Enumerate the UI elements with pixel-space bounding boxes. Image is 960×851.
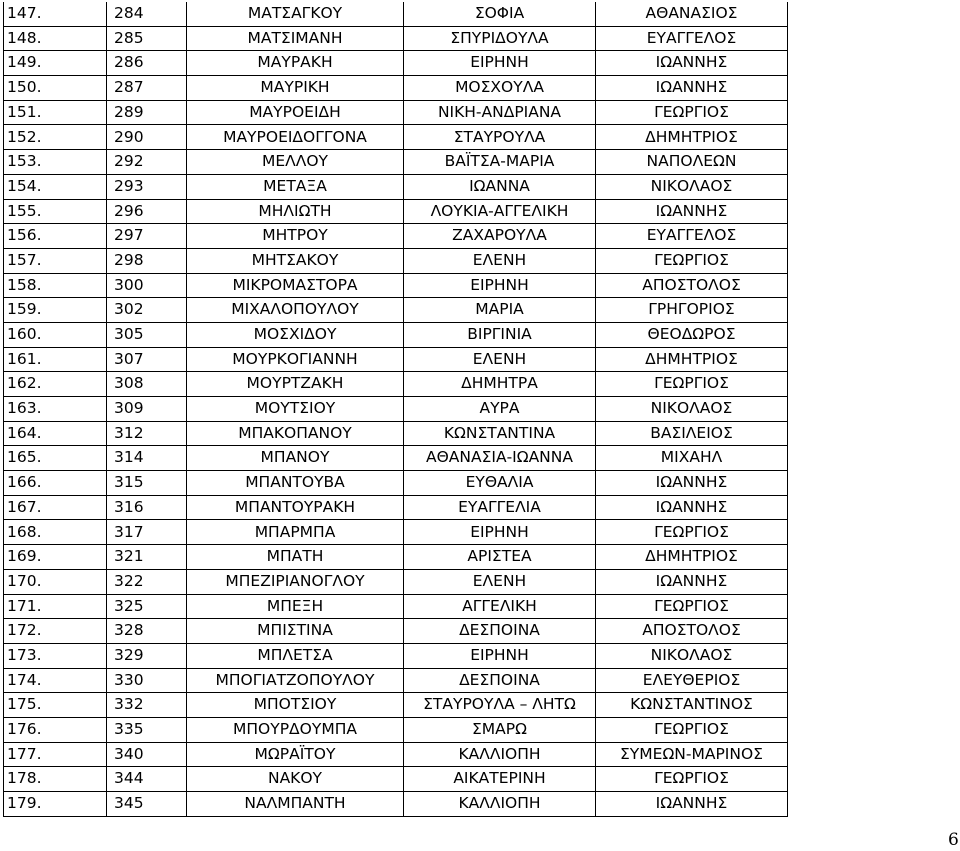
first-name-cell: ΕΙΡΗΝΗ — [404, 51, 596, 76]
table-row — [4, 495, 788, 520]
father-name-cell: ΓΕΩΡΓΙΟΣ — [596, 100, 788, 125]
father-name-cell: ΙΩΑΝΝΗΣ — [596, 51, 788, 76]
surname-cell: ΜΑΥΡΟΕΙΔΟΓΓΟΝΑ — [187, 125, 404, 150]
registry-number-cell: 307 — [107, 347, 187, 372]
father-name-cell: ΕΛΕΥΘΕΡΙΟΣ — [596, 668, 788, 693]
surname-cell: ΜΠΑΝΟΥ — [187, 446, 404, 471]
surname-cell: ΜΗΛΙΩΤΗ — [187, 199, 404, 224]
father-name-cell: ΔΗΜΗΤΡΙΟΣ — [596, 545, 788, 570]
registry-number-cell: 315 — [107, 471, 187, 496]
row-index-cell: 149. — [4, 51, 107, 76]
father-name-cell: ΓΕΩΡΓΙΟΣ — [596, 372, 788, 397]
registry-number-cell: 314 — [107, 446, 187, 471]
father-name-cell: ΓΡΗΓΟΡΙΟΣ — [596, 298, 788, 323]
registry-number-cell: 308 — [107, 372, 187, 397]
first-name-cell: ΕΙΡΗΝΗ — [404, 273, 596, 298]
row-index-cell: 154. — [4, 174, 107, 199]
registry-number-cell: 345 — [107, 792, 187, 817]
first-name-cell: ΛΟΥΚΙΑ-ΑΓΓΕΛΙΚΗ — [404, 199, 596, 224]
registry-number-cell: 325 — [107, 594, 187, 619]
surname-cell: ΜΩΡΑΪΤΟΥ — [187, 742, 404, 767]
table-row — [4, 545, 788, 570]
surname-cell: ΜΑΥΡΙΚΗ — [187, 76, 404, 101]
first-name-cell: ΚΩΝΣΤΑΝΤΙΝΑ — [404, 421, 596, 446]
registry-number-cell: 316 — [107, 495, 187, 520]
registry-number-cell: 289 — [107, 100, 187, 125]
registry-number-cell: 293 — [107, 174, 187, 199]
row-index-cell: 174. — [4, 668, 107, 693]
father-name-cell: ΕΥΑΓΓΕΛΟΣ — [596, 26, 788, 51]
first-name-cell: ΕΛΕΝΗ — [404, 347, 596, 372]
surname-cell: ΜΠΑΝΤΟΥΡΑΚΗ — [187, 495, 404, 520]
table-row — [4, 199, 788, 224]
table-row — [4, 150, 788, 175]
first-name-cell: ΜΟΣΧΟΥΛΑ — [404, 76, 596, 101]
first-name-cell: ΣΜΑΡΩ — [404, 717, 596, 742]
father-name-cell: ΙΩΑΝΝΗΣ — [596, 76, 788, 101]
registry-number-cell: 285 — [107, 26, 187, 51]
surname-cell: ΜΑΤΣΑΓΚΟΥ — [187, 2, 404, 26]
table-row — [4, 125, 788, 150]
registry-number-cell: 317 — [107, 520, 187, 545]
row-index-cell: 167. — [4, 495, 107, 520]
page-number: 6 — [948, 830, 959, 850]
registry-number-cell: 287 — [107, 76, 187, 101]
registry-number-cell: 335 — [107, 717, 187, 742]
roster-table-body — [4, 2, 788, 816]
row-index-cell: 161. — [4, 347, 107, 372]
surname-cell: ΜΗΤΡΟΥ — [187, 224, 404, 249]
father-name-cell: ΙΩΑΝΝΗΣ — [596, 199, 788, 224]
father-name-cell: ΓΕΩΡΓΙΟΣ — [596, 594, 788, 619]
row-index-cell: 179. — [4, 792, 107, 817]
first-name-cell: ΔΕΣΠΟΙΝΑ — [404, 668, 596, 693]
table-row — [4, 446, 788, 471]
row-index-cell: 178. — [4, 767, 107, 792]
registry-number-cell: 322 — [107, 569, 187, 594]
row-index-cell: 155. — [4, 199, 107, 224]
surname-cell: ΜΕΤΑΞΑ — [187, 174, 404, 199]
surname-cell: ΜΠΟΥΡΔΟΥΜΠΑ — [187, 717, 404, 742]
first-name-cell: ΑΘΑΝΑΣΙΑ-ΙΩΑΝΝΑ — [404, 446, 596, 471]
surname-cell: ΝΑΚΟΥ — [187, 767, 404, 792]
table-row — [4, 520, 788, 545]
surname-cell: ΜΕΛΛΟΥ — [187, 150, 404, 175]
father-name-cell: ΓΕΩΡΓΙΟΣ — [596, 717, 788, 742]
registry-number-cell: 296 — [107, 199, 187, 224]
father-name-cell: ΝΙΚΟΛΑΟΣ — [596, 174, 788, 199]
registry-number-cell: 330 — [107, 668, 187, 693]
registry-number-cell: 329 — [107, 643, 187, 668]
surname-cell: ΜΠΙΣΤΙΝΑ — [187, 619, 404, 644]
row-index-cell: 166. — [4, 471, 107, 496]
father-name-cell: ΑΠΟΣΤΟΛΟΣ — [596, 619, 788, 644]
row-index-cell: 159. — [4, 298, 107, 323]
row-index-cell: 151. — [4, 100, 107, 125]
father-name-cell: ΝΑΠΟΛΕΩΝ — [596, 150, 788, 175]
registry-number-cell: 309 — [107, 397, 187, 422]
row-index-cell: 169. — [4, 545, 107, 570]
surname-cell: ΜΙΚΡΟΜΑΣΤΟΡΑ — [187, 273, 404, 298]
surname-cell: ΜΟΣΧΙΔΟΥ — [187, 322, 404, 347]
table-row — [4, 569, 788, 594]
row-index-cell: 172. — [4, 619, 107, 644]
row-index-cell: 163. — [4, 397, 107, 422]
table-row — [4, 693, 788, 718]
row-index-cell: 157. — [4, 248, 107, 273]
registry-number-cell: 321 — [107, 545, 187, 570]
father-name-cell: ΒΑΣΙΛΕΙΟΣ — [596, 421, 788, 446]
table-row — [4, 100, 788, 125]
registry-number-cell: 312 — [107, 421, 187, 446]
row-index-cell: 171. — [4, 594, 107, 619]
surname-cell: ΜΠΛΕΤΣΑ — [187, 643, 404, 668]
table-row — [4, 76, 788, 101]
registry-number-cell: 344 — [107, 767, 187, 792]
registry-number-cell: 290 — [107, 125, 187, 150]
surname-cell: ΜΠΟΤΣΙΟΥ — [187, 693, 404, 718]
first-name-cell: ΔΕΣΠΟΙΝΑ — [404, 619, 596, 644]
table-row — [4, 594, 788, 619]
first-name-cell: ΒΑΪΤΣΑ-ΜΑΡΙΑ — [404, 150, 596, 175]
surname-cell: ΜΠΑΝΤΟΥΒΑ — [187, 471, 404, 496]
father-name-cell: ΓΕΩΡΓΙΟΣ — [596, 520, 788, 545]
surname-cell: ΜΠΑΡΜΠΑ — [187, 520, 404, 545]
table-row — [4, 767, 788, 792]
registry-number-cell: 298 — [107, 248, 187, 273]
father-name-cell: ΝΙΚΟΛΑΟΣ — [596, 643, 788, 668]
row-index-cell: 162. — [4, 372, 107, 397]
table-row — [4, 322, 788, 347]
surname-cell: ΜΠΟΓΙΑΤΖΟΠΟΥΛΟΥ — [187, 668, 404, 693]
row-index-cell: 150. — [4, 76, 107, 101]
row-index-cell: 158. — [4, 273, 107, 298]
table-row — [4, 26, 788, 51]
surname-cell: ΜΑΥΡΑΚΗ — [187, 51, 404, 76]
first-name-cell: ΜΑΡΙΑ — [404, 298, 596, 323]
father-name-cell: ΕΥΑΓΓΕΛΟΣ — [596, 224, 788, 249]
father-name-cell: ΣΥΜΕΩΝ-ΜΑΡΙΝΟΣ — [596, 742, 788, 767]
row-index-cell: 147. — [4, 2, 107, 26]
father-name-cell: ΑΠΟΣΤΟΛΟΣ — [596, 273, 788, 298]
father-name-cell: ΙΩΑΝΝΗΣ — [596, 792, 788, 817]
row-index-cell: 168. — [4, 520, 107, 545]
table-row — [4, 619, 788, 644]
table-row — [4, 643, 788, 668]
first-name-cell: ΣΤΑΥΡΟΥΛΑ — [404, 125, 596, 150]
first-name-cell: ΣΤΑΥΡΟΥΛΑ – ΛΗΤΩ — [404, 693, 596, 718]
surname-cell: ΝΑΛΜΠΑΝΤΗ — [187, 792, 404, 817]
first-name-cell: ΔΗΜΗΤΡΑ — [404, 372, 596, 397]
first-name-cell: ΝΙΚΗ-ΑΝΔΡΙΑΝΑ — [404, 100, 596, 125]
father-name-cell: ΑΘΑΝΑΣΙΟΣ — [596, 2, 788, 26]
father-name-cell: ΘΕΟΔΩΡΟΣ — [596, 322, 788, 347]
surname-cell: ΜΑΥΡΟΕΙΔΗ — [187, 100, 404, 125]
registry-number-cell: 286 — [107, 51, 187, 76]
surname-cell: ΜΟΥΤΣΙΟΥ — [187, 397, 404, 422]
father-name-cell: ΙΩΑΝΝΗΣ — [596, 495, 788, 520]
table-row — [4, 742, 788, 767]
row-index-cell: 177. — [4, 742, 107, 767]
table-row — [4, 397, 788, 422]
table-row — [4, 298, 788, 323]
table-row — [4, 471, 788, 496]
registry-number-cell: 297 — [107, 224, 187, 249]
father-name-cell: ΓΕΩΡΓΙΟΣ — [596, 248, 788, 273]
table-row — [4, 792, 788, 817]
row-index-cell: 165. — [4, 446, 107, 471]
table-row — [4, 51, 788, 76]
first-name-cell: ΙΩΑΝΝΑ — [404, 174, 596, 199]
roster-table — [3, 2, 788, 817]
first-name-cell: ΣΟΦΙΑ — [404, 2, 596, 26]
registry-number-cell: 302 — [107, 298, 187, 323]
first-name-cell: ΑΓΓΕΛΙΚΗ — [404, 594, 596, 619]
registry-number-cell: 292 — [107, 150, 187, 175]
surname-cell: ΜΑΤΣΙΜΑΝΗ — [187, 26, 404, 51]
table-row — [4, 273, 788, 298]
first-name-cell: ΚΑΛΛΙΟΠΗ — [404, 792, 596, 817]
table-row — [4, 2, 788, 26]
surname-cell: ΜΠΕΞΗ — [187, 594, 404, 619]
father-name-cell: ΝΙΚΟΛΑΟΣ — [596, 397, 788, 422]
table-row — [4, 347, 788, 372]
first-name-cell: ΕΛΕΝΗ — [404, 569, 596, 594]
first-name-cell: ΕΙΡΗΝΗ — [404, 520, 596, 545]
table-row — [4, 421, 788, 446]
father-name-cell: ΙΩΑΝΝΗΣ — [596, 471, 788, 496]
registry-number-cell: 340 — [107, 742, 187, 767]
table-row — [4, 174, 788, 199]
table-row — [4, 668, 788, 693]
father-name-cell: ΔΗΜΗΤΡΙΟΣ — [596, 125, 788, 150]
row-index-cell: 170. — [4, 569, 107, 594]
first-name-cell: ΕΥΘΑΛΙΑ — [404, 471, 596, 496]
registry-number-cell: 284 — [107, 2, 187, 26]
father-name-cell: ΚΩΝΣΤΑΝΤΙΝΟΣ — [596, 693, 788, 718]
registry-number-cell: 305 — [107, 322, 187, 347]
first-name-cell: ΕΥΑΓΓΕΛΙΑ — [404, 495, 596, 520]
row-index-cell: 176. — [4, 717, 107, 742]
surname-cell: ΜΠΑΚΟΠΑΝΟΥ — [187, 421, 404, 446]
row-index-cell: 153. — [4, 150, 107, 175]
surname-cell: ΜΠΕΖΙΡΙΑΝΟΓΛΟΥ — [187, 569, 404, 594]
registry-number-cell: 332 — [107, 693, 187, 718]
first-name-cell: ΑΙΚΑΤΕΡΙΝΗ — [404, 767, 596, 792]
father-name-cell: ΜΙΧΑΗΛ — [596, 446, 788, 471]
table-row — [4, 248, 788, 273]
father-name-cell: ΔΗΜΗΤΡΙΟΣ — [596, 347, 788, 372]
table-row — [4, 224, 788, 249]
surname-cell: ΜΙΧΑΛΟΠΟΥΛΟΥ — [187, 298, 404, 323]
first-name-cell: ΑΡΙΣΤΕΑ — [404, 545, 596, 570]
surname-cell: ΜΗΤΣΑΚΟΥ — [187, 248, 404, 273]
surname-cell: ΜΠΑΤΗ — [187, 545, 404, 570]
table-row — [4, 717, 788, 742]
row-index-cell: 152. — [4, 125, 107, 150]
first-name-cell: ΚΑΛΛΙΟΠΗ — [404, 742, 596, 767]
first-name-cell: ΒΙΡΓΙΝΙΑ — [404, 322, 596, 347]
surname-cell: ΜΟΥΡΚΟΓΙΑΝΝΗ — [187, 347, 404, 372]
first-name-cell: ΣΠΥΡΙΔΟΥΛΑ — [404, 26, 596, 51]
registry-number-cell: 328 — [107, 619, 187, 644]
row-index-cell: 148. — [4, 26, 107, 51]
first-name-cell: ΖΑΧΑΡΟΥΛΑ — [404, 224, 596, 249]
row-index-cell: 156. — [4, 224, 107, 249]
row-index-cell: 173. — [4, 643, 107, 668]
father-name-cell: ΙΩΑΝΝΗΣ — [596, 569, 788, 594]
table-row — [4, 372, 788, 397]
father-name-cell: ΓΕΩΡΓΙΟΣ — [596, 767, 788, 792]
first-name-cell: ΕΙΡΗΝΗ — [404, 643, 596, 668]
row-index-cell: 164. — [4, 421, 107, 446]
registry-number-cell: 300 — [107, 273, 187, 298]
surname-cell: ΜΟΥΡΤΖΑΚΗ — [187, 372, 404, 397]
row-index-cell: 175. — [4, 693, 107, 718]
first-name-cell: ΕΛΕΝΗ — [404, 248, 596, 273]
row-index-cell: 160. — [4, 322, 107, 347]
first-name-cell: ΑΥΡΑ — [404, 397, 596, 422]
